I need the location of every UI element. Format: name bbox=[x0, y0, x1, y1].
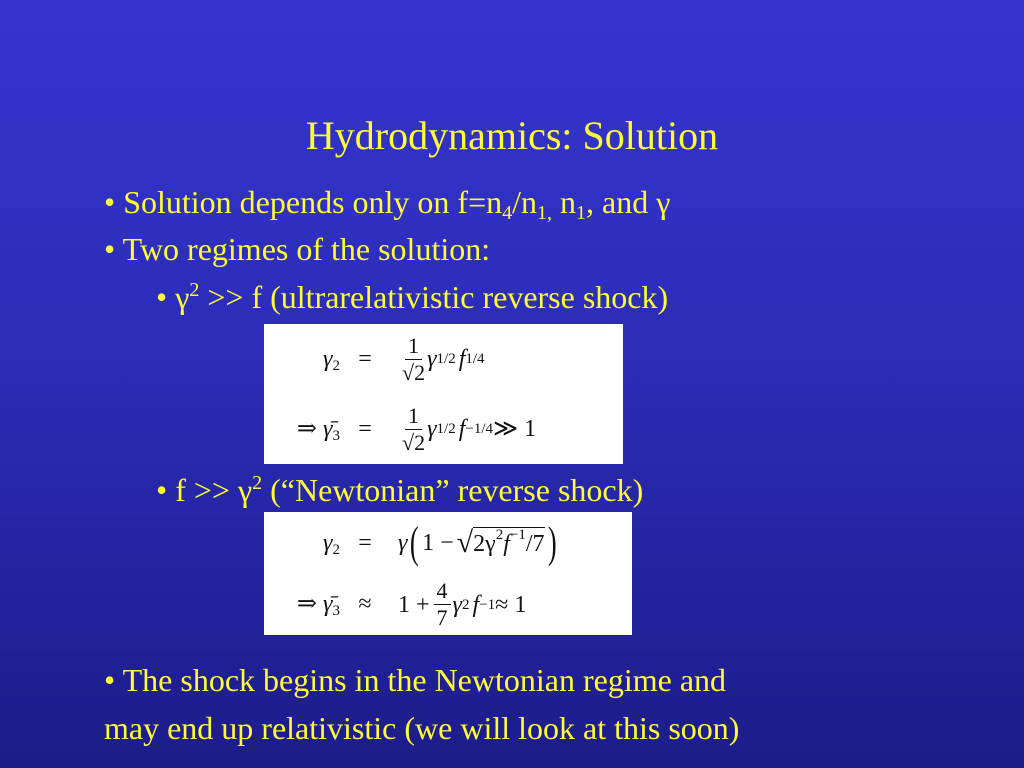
bullet-solution-depends bbox=[104, 182, 670, 222]
subscript: 4 bbox=[502, 202, 513, 224]
equation-operator: = bbox=[358, 530, 372, 556]
equation-rhs: $\frac{1}{√2}$ γ 1/2 f 1/4 bbox=[402, 324, 485, 394]
bullet-text: • γ bbox=[156, 279, 190, 315]
f-term: f bbox=[472, 591, 480, 618]
bullet-text: (“Newtonian” reverse shock) bbox=[262, 472, 644, 508]
equation-tail: ≈ 1 bbox=[495, 591, 527, 618]
equation-operator: = bbox=[358, 416, 372, 442]
gamma-term: γ bbox=[398, 530, 408, 556]
close-paren: ) bbox=[547, 518, 557, 567]
fraction-numerator: 4 bbox=[434, 578, 451, 605]
equation-operator: ≈ bbox=[358, 591, 372, 617]
bullet-two-regimes: • Two regimes of the solution: bbox=[104, 231, 491, 267]
exponent: −1 bbox=[509, 527, 526, 543]
lhs-symbol: ⇒ γ̄ bbox=[296, 591, 333, 617]
equation-lhs bbox=[264, 574, 340, 635]
lhs-symbol: γ bbox=[323, 346, 333, 372]
sub-bullet-newtonian bbox=[156, 470, 643, 510]
fraction bbox=[434, 578, 451, 631]
bullet-text: • f >> γ bbox=[156, 472, 253, 508]
equation-row bbox=[264, 512, 632, 574]
gamma-term: γ bbox=[452, 591, 463, 618]
f-term: f bbox=[458, 416, 466, 442]
lhs-subscript: 3 bbox=[332, 428, 340, 444]
fraction bbox=[402, 403, 425, 456]
sqrt-part: /7 bbox=[525, 531, 545, 557]
equation-row bbox=[264, 324, 623, 394]
equation-rhs bbox=[398, 512, 559, 574]
equation-row bbox=[264, 394, 623, 464]
subscript: 1 bbox=[576, 202, 587, 224]
lhs-subscript: 2 bbox=[332, 542, 340, 558]
equation-box-newtonian bbox=[264, 512, 632, 635]
bullet-shock-begins-line2: may end up relativistic (we will look at this soon) bbox=[104, 710, 740, 746]
equation-lhs bbox=[264, 394, 340, 464]
bullet-text: /n bbox=[512, 184, 538, 220]
gamma-term: γ bbox=[427, 416, 437, 442]
bullet-text: n bbox=[552, 184, 577, 220]
slide-title: Hydrodynamics: Solution bbox=[305, 113, 719, 158]
sqrt-content bbox=[473, 527, 544, 559]
superscript: 2 bbox=[189, 279, 200, 301]
f-term: f bbox=[458, 346, 466, 372]
equation-tail: ≫ 1 bbox=[493, 416, 537, 442]
exponent: 2 bbox=[495, 527, 504, 543]
bullet-text: , and γ bbox=[586, 184, 671, 220]
one-plus: 1 + bbox=[398, 591, 430, 618]
open-paren: ( bbox=[410, 518, 420, 567]
sub-bullet-ultrarelativistic bbox=[156, 277, 668, 317]
lhs-subscript: 2 bbox=[332, 358, 340, 374]
bullet-shock-begins-line1: • The shock begins in the Newtonian regime and bbox=[104, 662, 727, 698]
one-minus: 1 − bbox=[422, 530, 454, 556]
bullet-text: • Solution depends only on f=n bbox=[104, 184, 503, 220]
fraction bbox=[402, 333, 425, 386]
sqrt-part: 2γ bbox=[473, 531, 496, 557]
equation-lhs bbox=[264, 512, 340, 574]
equation-operator: = bbox=[358, 346, 372, 372]
lhs-symbol: γ bbox=[323, 530, 333, 556]
equation-rhs: 1 + $\frac{4}{7}$ γ 2 f −1 ≈ 1 bbox=[398, 574, 526, 635]
f-term: f bbox=[503, 531, 510, 557]
fraction-denominator: √2 bbox=[402, 429, 426, 455]
equation-row bbox=[264, 574, 632, 635]
equation-rhs: $\frac{1}{√2}$ γ 1/2 f −1/4 ≫ 1 bbox=[402, 394, 536, 464]
lhs-symbol: ⇒ γ̄ bbox=[296, 416, 333, 442]
equation-box-ultrarelativistic bbox=[264, 324, 623, 464]
superscript: 2 bbox=[252, 472, 263, 494]
fraction-numerator: 1 bbox=[405, 333, 422, 360]
fraction-denominator: √2 bbox=[402, 359, 426, 385]
lhs-subscript: 3 bbox=[332, 603, 340, 619]
gamma-term: γ bbox=[427, 346, 437, 372]
fraction-numerator: 1 bbox=[405, 403, 422, 430]
sqrt-sign: √ bbox=[456, 526, 474, 559]
bullet-text: >> f (ultrarelativistic reverse shock) bbox=[199, 279, 669, 315]
fraction-denominator: 7 bbox=[436, 605, 448, 630]
equation-lhs bbox=[264, 324, 340, 394]
subscript: 1, bbox=[537, 202, 553, 224]
